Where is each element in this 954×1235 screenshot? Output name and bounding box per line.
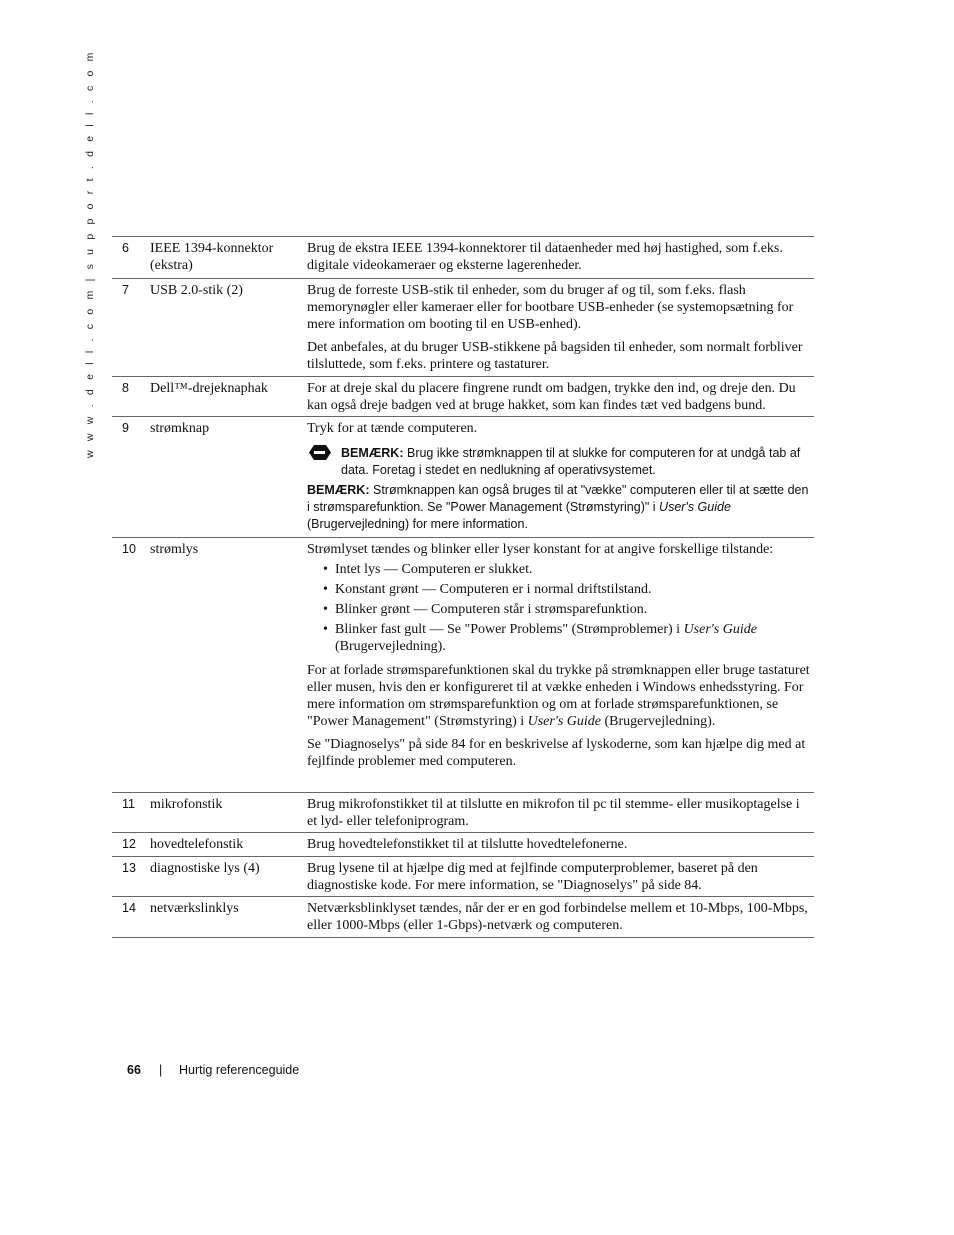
row-number: 6	[122, 241, 129, 255]
table-row	[112, 279, 814, 377]
table-row	[112, 857, 814, 897]
row-number: 11	[122, 797, 135, 811]
row-number: 8	[122, 381, 129, 395]
notice-icon	[309, 445, 331, 460]
table-row	[112, 897, 814, 938]
row-description: For at dreje skal du placere fingrene rundt om badgen, trykke den ind, og dreje den. Du kan også dreje badgen ved at bruge hakket, som kan findes tæt ved badgens bund.	[307, 381, 796, 413]
row-name: mikrofonstik	[150, 797, 223, 812]
row-number: 10	[122, 542, 136, 556]
row-number: 13	[122, 861, 136, 875]
row-description: Tryk for at tænde computeren. BEMÆRK: Brug ikke strømknappen til at slukke for computeren for at undgå tab af data. Foretag i stedet en nedlukning af operativsystemet. BEMÆRK: Strømknappen kan også bruges til at "vække" computeren eller til at sætte den i strømsparefunktion. Se "Power Management (Strømstyring)" i User's Guide (Brugervejledning) for mere information.	[307, 420, 813, 533]
list-item: • Blinker fast gult — Se "Power Problems" (Strømproblemer) i User's Guide (Brugervejledning).	[335, 621, 813, 655]
table-row	[112, 793, 814, 833]
row-description: Brug hovedtelefonstikket til at tilslutte hovedtelefonerne.	[307, 837, 628, 852]
table-row	[112, 377, 814, 417]
notice-text: Brug ikke strømknappen til at slukke for computeren for at undgå tab af data. Foretag i stedet en nedlukning af operativsystemet.	[341, 446, 801, 477]
row-description: Brug de ekstra IEEE 1394-konnektorer til dataenheder med høj hastighed, som f.eks. digitale videokameraer og eksterne lagerenheder.	[307, 241, 783, 273]
side-url: w w w . d e l l . c o m | s u p p o r t . d e l l . c o m	[84, 49, 96, 458]
table-row	[112, 237, 814, 279]
note-label: BEMÆRK:	[307, 483, 370, 497]
row-description: Strømlyset tændes og blinker eller lyser konstant for at angive forskellige tilstande: • Intet lys — Computeren er slukket. • Konstant grønt — Computeren er i normal driftstilstand. • Blinker grønt — Computeren står i strømsparefunktion. • Blinker fast gult — Se "Power Problems" (Strømproblemer) i User's Guide (Brugervejledning). For at forlade strømsparefunktionen skal du trykke på strømknappen eller bruge tastaturet eller musen, hvis den er konfigureret til at vække enheden i Windows enhedsstyring. For mere information om strømsparefunktion og om at forlade strømsparefunktionen, se "Power Management" (Strømstyring) i User's Guide (Brugervejledning). Se "Diagnoselys" på side 84 for en beskrivelse af lyskoderne, som kan hjælpe dig med at fejlfinde problemer med computeren.	[307, 541, 813, 770]
row-name: netværkslinklys	[150, 901, 239, 916]
notice-box	[307, 445, 813, 479]
row-name: Dell™-drejeknaphak	[150, 381, 268, 396]
row-name: strømlys	[150, 542, 199, 557]
list-item: • Konstant grønt — Computeren er i normal driftstilstand.	[335, 581, 813, 598]
row-description: Brug lysene til at hjælpe dig med at fejlfinde computerproblemer, baseret på den diagnostiske kode. For mere information, se "Diagnoselys" på side 84.	[307, 861, 758, 893]
row-number: 14	[122, 901, 136, 915]
row-description: Netværksblinklyset tændes, når der er en god forbindelse mellem et 10-Mbps, 100-Mbps, eller 1000-Mbps (eller 1-Gbps)-netværk og computeren.	[307, 901, 808, 933]
notice-label: BEMÆRK:	[341, 446, 404, 460]
note-paragraph: BEMÆRK: Strømknappen kan også bruges til at "vække" computeren eller til at sætte den i strømsparefunktion. Se "Power Management (Strømstyring)" i User's Guide (Brugervejledning) for mere information.	[307, 483, 809, 531]
row-name: USB 2.0-stik (2)	[150, 283, 243, 298]
row-name: strømknap	[150, 421, 210, 436]
list-item: • Blinker grønt — Computeren står i strømsparefunktion.	[335, 601, 813, 618]
footer-separator: |	[159, 1063, 163, 1077]
row-number: 7	[122, 283, 129, 297]
page-number: 66	[127, 1063, 141, 1077]
status-list	[307, 561, 813, 655]
table-row	[112, 833, 814, 857]
table-row	[112, 417, 814, 538]
row-name: hovedtelefonstik	[150, 837, 244, 852]
row-description: Brug mikrofonstikket til at tilslutte en mikrofon til pc til stemme- eller musikoptagelse i et lyd- eller telefoniprogram.	[307, 797, 800, 829]
connector-table	[112, 236, 814, 938]
list-item: • Intet lys — Computeren er slukket.	[335, 561, 813, 578]
row-name: diagnostiske lys (4)	[150, 861, 260, 876]
table-row	[112, 538, 814, 793]
row-number: 9	[122, 421, 129, 435]
footer-title: Hurtig referenceguide	[179, 1063, 300, 1077]
row-description: Brug de forreste USB-stik til enheder, som du bruger af og til, som f.eks. flash memorynøgler eller kameraer eller for bootbare USB-enheder (se systemopsætning for mere information om booting til en USB-enhed). Det anbefales, at du bruger USB-stikkene på bagsiden til enheder, som normalt forbliver tilsluttede, som f.eks. printere og tastaturer.	[307, 283, 803, 372]
row-number: 12	[122, 837, 136, 851]
row-name: IEEE 1394-konnektor (ekstra)	[150, 241, 274, 273]
